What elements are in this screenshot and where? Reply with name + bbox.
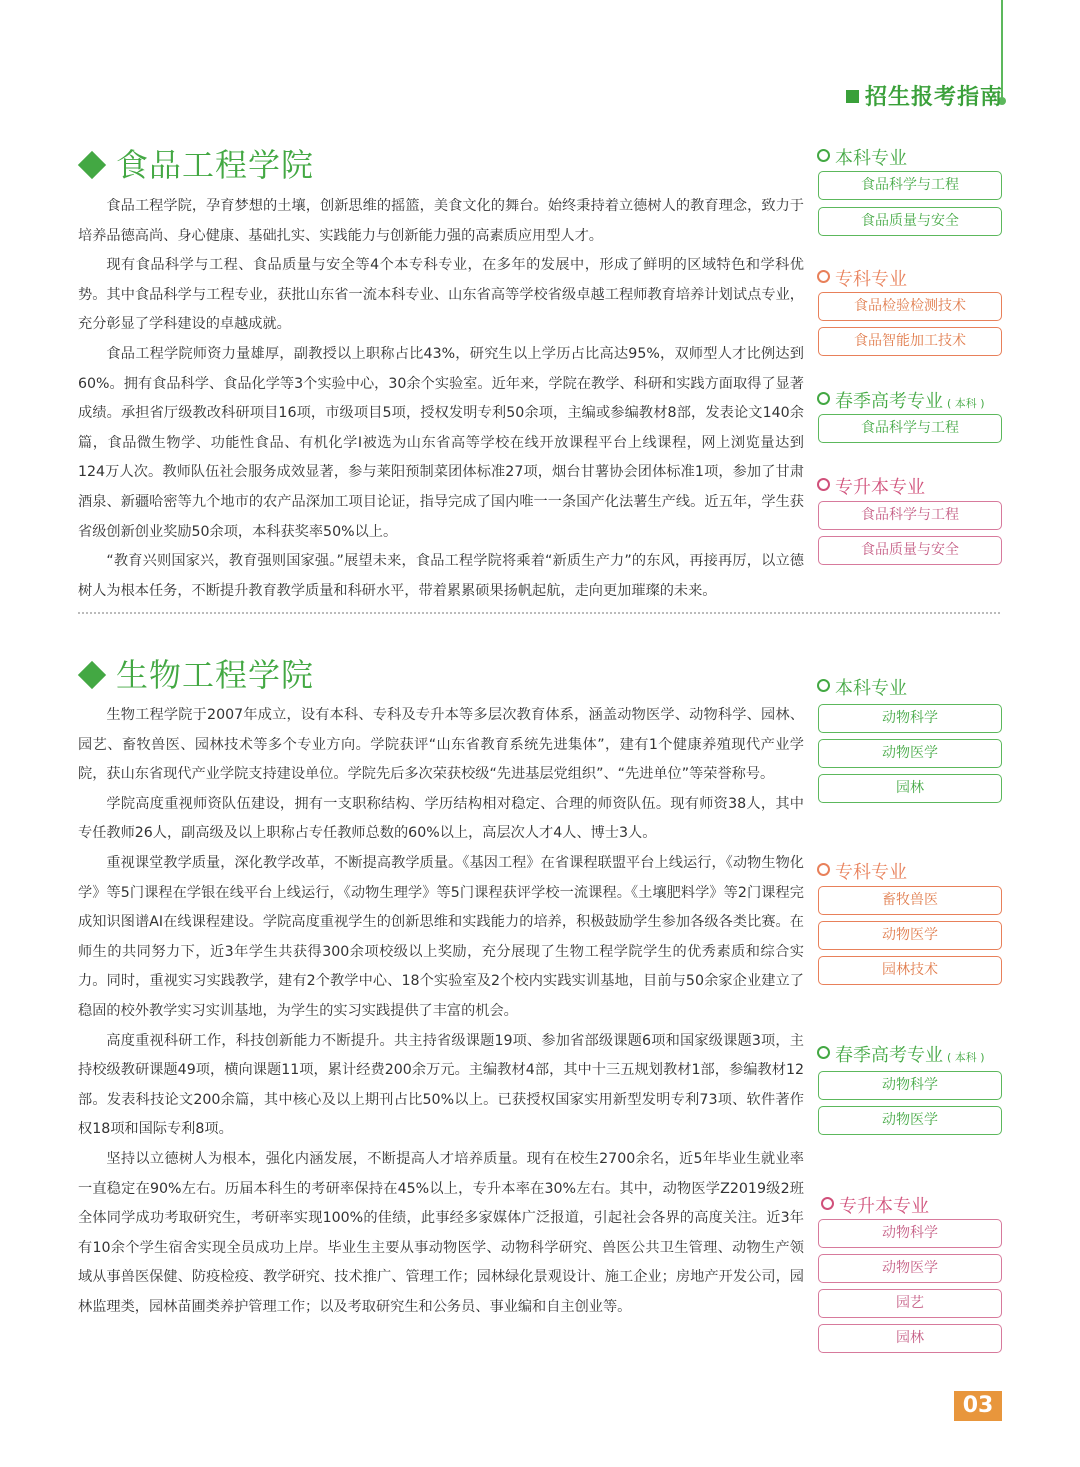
bullet-icon [817,478,830,491]
major-pill: 园林技术 [818,956,1002,985]
category-label: 专科专业 [835,862,907,883]
major-pill: 动物科学 [818,704,1002,733]
category-note: ( 本科 ) [947,397,985,410]
category-label: 本科专业 [835,148,907,169]
major-pill: 食品检验检测技术 [818,292,1002,321]
paragraph: 食品工程学院师资力量雄厚，副教授以上职称占比43%，研究生以上学历占比高达95%，双师型人才比例达到60%。拥有食品科学、食品化学等3个实验中心，30余个实验室。近年来，学院在教学、科研和实践方面取得了显著成绩。承担省厅级教改科研项目16项，市级项目5项，授权发明专利50余项，主编或参编教材8部，发表论文140余篇，食品微生物学、功能性食品、有机化学Ⅰ被选为山东省高等学校在线开放课程平台上线课程，网上浏览量达到124万人次。教师队伍社会服务成效显著，参与莱阳预制菜团体标准27项，烟台甘薯协会团体标准1项，参加了甘肃酒泉、新疆哈密等九个地市的农产品深加工项目论证，指导完成了国内唯一一条国产化法薯生产线。近五年，学生获省级创新创业奖励50余项，本科获奖率50%以上。 [78,345,804,540]
major-category-undergrad [817,674,907,700]
major-pill: 园林 [818,774,1002,803]
section-title-text: 生物工程学院 [116,656,315,694]
major-category-junior [817,858,907,884]
major-pill: 食品质量与安全 [818,536,1002,565]
major-pill: 园艺 [818,1289,1002,1318]
section-divider [78,612,1000,614]
category-label: 专科专业 [835,269,907,290]
major-pill: 畜牧兽医 [818,886,1002,915]
major-category-spring [817,387,985,413]
paragraph: 重视课堂教学质量，深化教学改革，不断提高教学质量。《基因工程》在省课程联盟平台上线运行，《动物生物化学》等5门课程在学银在线平台上线运行，《动物生理学》等5门课程获评学校一流课程。《土壤肥料学》等2门课程完成知识图谱AI在线课程建设。学院高度重视学生的创新思维和实践能力的培养，积极鼓励学生参加各级各类比赛。在师生的共同努力下，近3年学生共获得300余项校级以上奖励，充分展现了生物工程学院学生的优秀素质和综合实力。同时，重视实习实践教学，建有2个教学中心、18个实验室及2个校内实践实训基地，目前与50余家企业建立了稳固的校外教学实习实训基地，为学生的实习实践提供了丰富的机会。 [78,854,804,1019]
major-pill: 动物科学 [818,1219,1002,1248]
major-pill: 动物科学 [818,1071,1002,1100]
section-body-bio [78,701,804,1322]
bullet-icon [817,863,830,876]
section-title-text: 食品工程学院 [116,146,315,184]
major-pill: 动物医学 [818,739,1002,768]
page-number: 03 [954,1391,1002,1421]
paragraph: 高度重视科研工作，科技创新能力不断提升。共主持省级课题19项、参加省部级课题6项和国家级课题3项，主持校级教研课题49项，横向课题11项，累计经费200余万元。主编教材4部，其中十三五规划教材1部，参编教材12部。发表科技论文200余篇，其中核心及以上期刊占比50%以上。已获授权国家实用新型发明专利73项、软件著作权18项和国际专利8项。 [78,1032,804,1138]
category-label: 本科专业 [835,678,907,699]
paragraph: 食品工程学院，孕育梦想的土壤，创新思维的摇篮，美食文化的舞台。始终秉持着立德树人的教育理念，致力于培养品德高尚、身心健康、基础扎实、实践能力与创新能力强的高素质应用型人才。 [78,198,804,244]
category-note: ( 本科 ) [947,1051,985,1064]
category-label: 专升本专业 [835,477,925,498]
major-category-spring [817,1041,985,1067]
major-pill: 食品科学与工程 [818,501,1002,530]
diamond-icon [78,151,106,179]
section-title-food [78,140,314,186]
major-category-upgrade [821,1192,929,1218]
paragraph: 学院高度重视师资队伍建设，拥有一支职称结构、学历结构相对稳定、合理的师资队伍。现有师资38人，其中专任教师26人，副高级及以上职称占专任教师总数的60%以上，高层次人才4人、博士3人。 [78,795,804,842]
major-pill: 动物医学 [818,1254,1002,1283]
diamond-icon [78,661,106,689]
paragraph: 现有食品科学与工程、食品质量与安全等4个本专科专业，在多年的发展中，形成了鲜明的区域特色和学科优势。其中食品科学与工程专业，获批山东省一流本科专业、山东省高等学校省级卓越工程师教育培养计划试点专业，充分彰显了学科建设的卓越成就。 [78,257,804,333]
square-icon [846,90,859,103]
bullet-icon [817,392,830,405]
bullet-icon [817,149,830,162]
header-title: 招生报考指南 [865,85,1004,110]
major-pill: 动物医学 [818,1106,1002,1135]
major-pill: 食品科学与工程 [818,171,1002,200]
major-pill: 食品科学与工程 [818,414,1002,443]
paragraph: 坚持以立德树人为根本，强化内涵发展，不断提高人才培养质量。现有在校生2700余名，近5年毕业生就业率一直稳定在90%左右。历届本科生的考研率保持在45%以上，专升本率在30%左右。其中，动物医学Z2019级2班全体同学成功考取研究生，考研率实现100%的佳绩，此事经多家媒体广泛报道，引起社会各界的高度关注。近3年有10余个学生宿舍实现全员成功上岸。毕业生主要从事动物医学、动物科学研究、兽医公共卫生管理、动物生产领域从事兽医保健、防疫检疫、教学研究、技术推广、管理工作；园林绿化景观设计、施工企业；房地产开发公司，园林监理类，园林苗圃类养护管理工作；以及考取研究生和公务员、事业编和自主创业等。 [78,1150,804,1315]
category-label: 专升本专业 [839,1196,929,1217]
major-category-upgrade [817,473,925,499]
category-label: 春季高考专业 [835,391,943,412]
section-title-bio [78,650,314,696]
section-body-food [78,192,804,606]
category-label: 春季高考专业 [835,1045,943,1066]
bullet-icon [817,1046,830,1059]
bullet-icon [821,1197,834,1210]
major-pill: 动物医学 [818,921,1002,950]
page-header [846,80,1003,111]
paragraph: 生物工程学院于2007年成立，设有本科、专科及专升本等多层次教育体系，涵盖动物医学、动物科学、园林、园艺、畜牧兽医、园林技术等多个专业方向。学院获评“山东省教育系统先进集体”，建有1个健康养殖现代产业学院，获山东省现代产业学院支持建设单位。学院先后多次荣获校级“先进基层党组织”、“先进单位”等荣誉称号。 [78,707,804,783]
major-pill: 食品质量与安全 [818,207,1002,236]
bullet-icon [817,679,830,692]
bullet-icon [817,270,830,283]
paragraph: “教育兴则国家兴，教育强则国家强。”展望未来，食品工程学院将乘着“新质生产力”的东风，再接再厉，以立德树人为根本任务，不断提升教育教学质量和科研水平，带着累累硕果扬帆起航，走向更加璀璨的未来。 [78,553,804,599]
major-pill: 食品智能加工技术 [818,327,1002,356]
major-pill: 园林 [818,1324,1002,1353]
major-category-undergrad [817,144,907,170]
major-category-junior [817,265,907,291]
